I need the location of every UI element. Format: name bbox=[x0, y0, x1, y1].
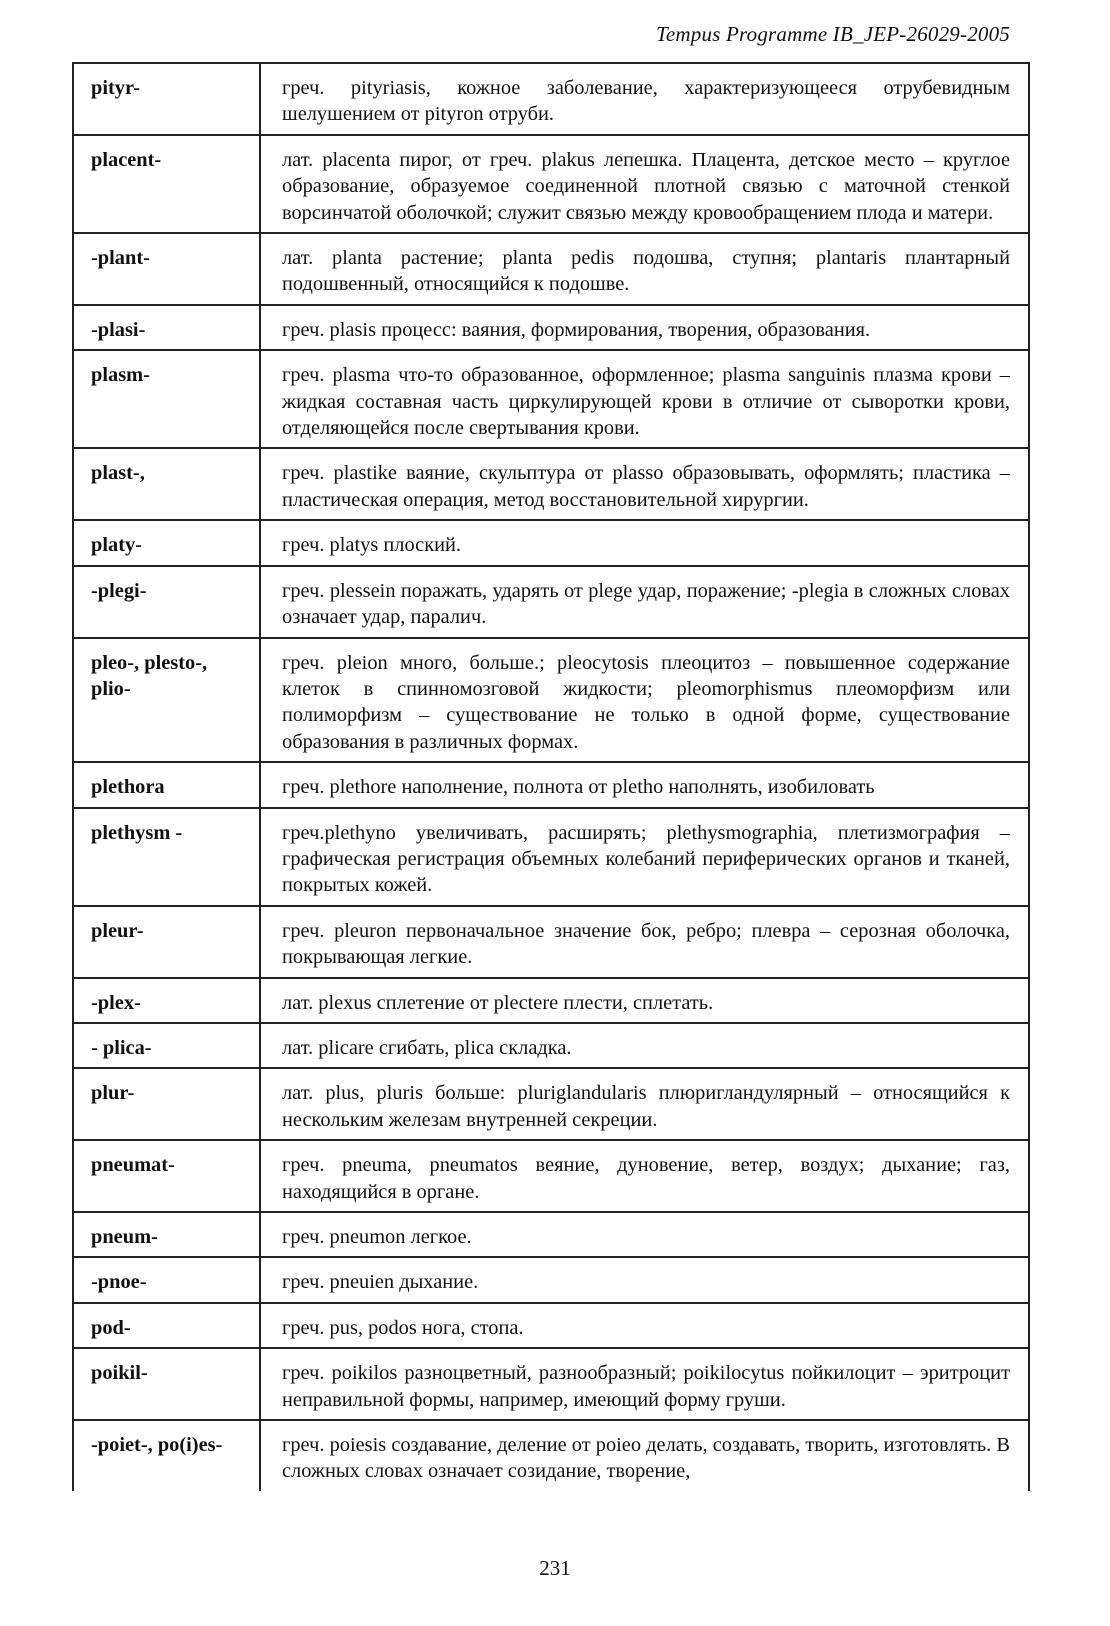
table-row bbox=[73, 1348, 1029, 1420]
definition-cell: греч. plasis процесс: ваяния, формирования, творения, образования. bbox=[260, 305, 1029, 350]
table-row bbox=[73, 135, 1029, 233]
definition-cell: лат. planta растение; planta pedis подошва, ступня; plantaris плантарный подошвенный, относящийся к подошве. bbox=[260, 233, 1029, 305]
definition-cell: греч. plastike ваяние, скульптура от plasso образовывать, оформлять; пластика – пластическая операция, метод восстановительной хирургии. bbox=[260, 448, 1029, 520]
term-cell: pleo-, plesto-, plio- bbox=[73, 638, 260, 763]
table-row bbox=[73, 233, 1029, 305]
definition-cell: греч. pneuma, pneumatos веяние, дуновение, ветер, воздух; дыхание; газ, находящийся в органе. bbox=[260, 1140, 1029, 1212]
definition-cell: греч. pneuien дыхание. bbox=[260, 1257, 1029, 1302]
definition-cell: греч. pus, podos нога, стопа. bbox=[260, 1303, 1029, 1348]
term-cell: - plica- bbox=[73, 1023, 260, 1068]
term-cell: plast-, bbox=[73, 448, 260, 520]
table-row bbox=[73, 520, 1029, 565]
term-cell: plur- bbox=[73, 1068, 260, 1140]
table-row bbox=[73, 305, 1029, 350]
definition-cell: греч.plethyno увеличивать, расширять; plethysmographia, плетизмография – графическая регистрация объемных колебаний периферических органов и тканей, покрытых кожей. bbox=[260, 808, 1029, 906]
term-cell: -plasi- bbox=[73, 305, 260, 350]
term-cell: pleur- bbox=[73, 906, 260, 978]
definition-cell: греч. pleuron первоначальное значение бок, ребро; плевра – серозная оболочка, покрывающая легкие. bbox=[260, 906, 1029, 978]
definition-cell: лат. plicare сгибать, plica складка. bbox=[260, 1023, 1029, 1068]
term-cell: poikil- bbox=[73, 1348, 260, 1420]
table-row bbox=[73, 762, 1029, 807]
definition-cell: греч. pneumon легкое. bbox=[260, 1212, 1029, 1257]
table-row bbox=[73, 1068, 1029, 1140]
term-cell: -pnoe- bbox=[73, 1257, 260, 1302]
running-header: Tempus Programme IB_JEP-26029-2005 bbox=[655, 22, 1010, 46]
term-cell: pityr- bbox=[73, 63, 260, 135]
definition-cell: греч. poiesis создавание, деление от poieo делать, создавать, творить, изготовлять. В сложных словах означает созидание, творение, bbox=[260, 1420, 1029, 1491]
term-cell: pneumat- bbox=[73, 1140, 260, 1212]
term-cell: pod- bbox=[73, 1303, 260, 1348]
definition-cell: лат. plexus сплетение от plectere плести, сплетать. bbox=[260, 978, 1029, 1023]
table-row bbox=[73, 978, 1029, 1023]
term-cell: -poiet-, po(i)es- bbox=[73, 1420, 260, 1491]
glossary-table bbox=[72, 62, 1030, 1491]
table-row bbox=[73, 1257, 1029, 1302]
table-row bbox=[73, 63, 1029, 135]
page-number: 231 bbox=[539, 1556, 571, 1580]
term-cell: platy- bbox=[73, 520, 260, 565]
table-row bbox=[73, 566, 1029, 638]
term-cell: -plant- bbox=[73, 233, 260, 305]
term-cell: -plex- bbox=[73, 978, 260, 1023]
definition-cell: лат. plus, pluris больше: pluriglandularis плюригландулярный – относящийся к нескольким железам внутренней секреции. bbox=[260, 1068, 1029, 1140]
table-row bbox=[73, 350, 1029, 448]
term-cell: plethora bbox=[73, 762, 260, 807]
definition-cell: греч. plasma что-то образованное, оформленное; plasma sanguinis плазма крови – жидкая составная часть циркулирующей крови в отличие от сыворотки крови, отделяющейся после свертывания крови. bbox=[260, 350, 1029, 448]
table-row bbox=[73, 638, 1029, 763]
table-row bbox=[73, 808, 1029, 906]
term-cell: placent- bbox=[73, 135, 260, 233]
term-cell: plasm- bbox=[73, 350, 260, 448]
term-cell: plethysm - bbox=[73, 808, 260, 906]
term-cell: -plegi- bbox=[73, 566, 260, 638]
definition-cell: греч. platys плоский. bbox=[260, 520, 1029, 565]
table-row bbox=[73, 1212, 1029, 1257]
definition-cell: греч. poikilos разноцветный, разнообразный; poikilocytus пойкилоцит – эритроцит неправильной формы, например, имеющий форму груши. bbox=[260, 1348, 1029, 1420]
definition-cell: греч. plessein поражать, ударять от plege удар, поражение; -plegia в сложных словах означает удар, паралич. bbox=[260, 566, 1029, 638]
table-row bbox=[73, 448, 1029, 520]
definition-cell: греч. pleion много, больше.; pleocytosis плеоцитоз – повышенное содержание клеток в спинномозговой жидкости; pleomorphismus плеоморфизм или полиморфизм – существование не только в одной форме, существование образования в различных формах. bbox=[260, 638, 1029, 763]
table-row bbox=[73, 1023, 1029, 1068]
definition-cell: лат. placenta пирог, от греч. plakus лепешка. Плацента, детское место – круглое образование, образуемое соединенной плотной связью с маточной стенкой ворсинчатой оболочкой; служит связью между кровообращением плода и матери. bbox=[260, 135, 1029, 233]
table-row bbox=[73, 1420, 1029, 1491]
definition-cell: греч. pityriasis, кожное заболевание, характеризующееся отрубевидным шелушением от pityron отруби. bbox=[260, 63, 1029, 135]
table-row bbox=[73, 1140, 1029, 1212]
table-row bbox=[73, 906, 1029, 978]
term-cell: pneum- bbox=[73, 1212, 260, 1257]
table-row bbox=[73, 1303, 1029, 1348]
definition-cell: греч. plethore наполнение, полнота от pletho наполнять, изобиловать bbox=[260, 762, 1029, 807]
